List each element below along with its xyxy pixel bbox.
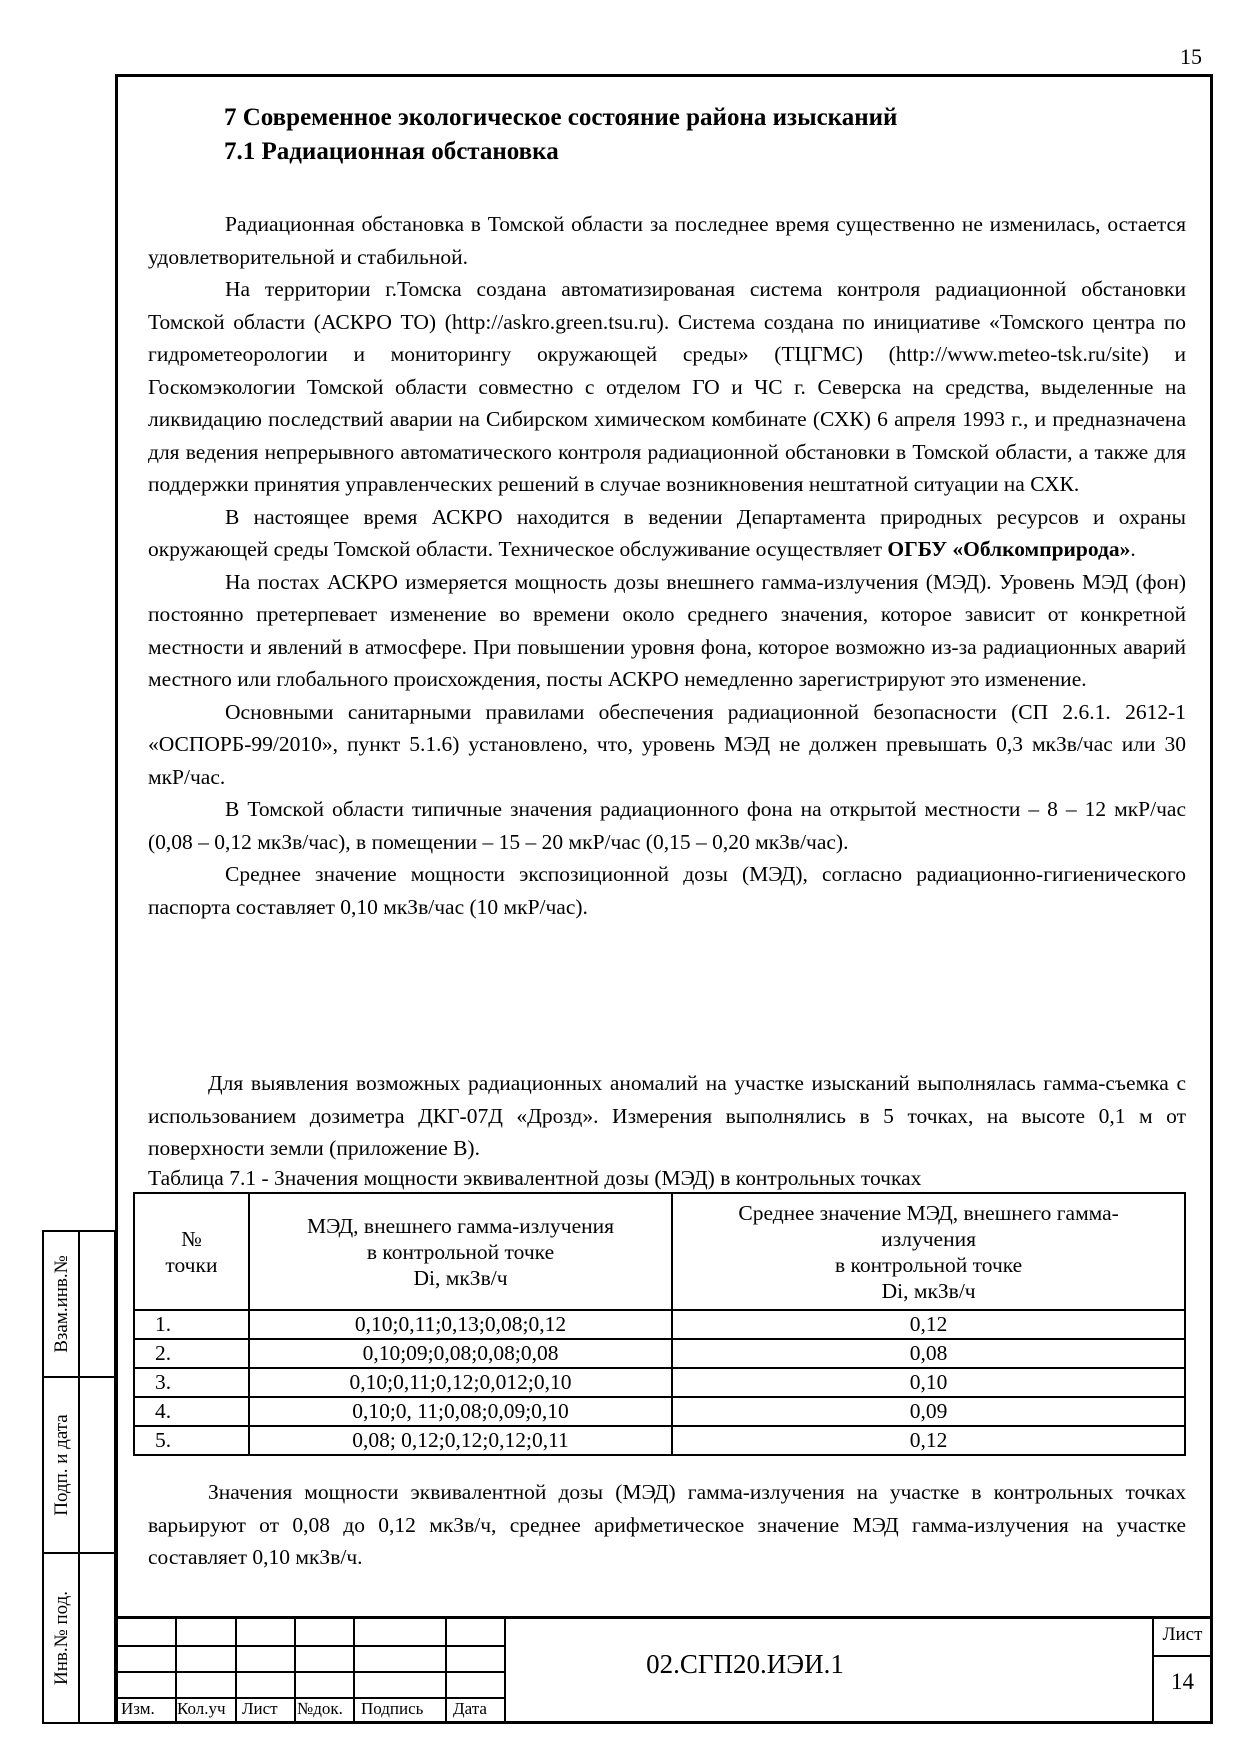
section-heading: 7 Современное экологическое состояние района изысканий [224, 104, 898, 131]
grid-line [1152, 1655, 1213, 1657]
page-number: 15 [1180, 44, 1202, 69]
header-text: Среднее значение МЭД, внешнего гамма- излучения в контрольной точке Di, мкЗв/ч [738, 1200, 1119, 1303]
stamp-label-cell [46, 1378, 80, 1552]
paragraph-text: . [1130, 537, 1136, 561]
mean-value: 0,10 [672, 1368, 1185, 1397]
grid-line [504, 1619, 506, 1724]
table-row [134, 1368, 1185, 1397]
paragraph: На постах АСКРО измеряется мощность дозы внешнего гамма-излучения (МЭД). Уровень МЭД (фон) постоянно претерпевает изменение во времени около среднего значения, которое зависит от конкретной местности и явлений в атмосфере. При повышении уровня фона, которое возможно из-за радиационных аварий местного или глобального происхождения, посты АСКРО немедленно зарегистрируют это изменение. [148, 569, 1186, 691]
column-label-list: Лист [242, 1699, 278, 1718]
title-block-grid [115, 1619, 504, 1724]
sheet-number: 14 [1171, 1669, 1194, 1694]
side-stamp [42, 1230, 116, 1724]
paragraph: Основными санитарными правилами обеспечения радиационной безопасности (СП 2.6.1. 2612-1 «ОСПОРБ-99/2010», пункт 5.1.6) установлено, что, уровень МЭД не должен превышать 0,3 мкЗв/час или 30 мкР/час. [148, 699, 1186, 789]
point-number: 5. [134, 1426, 249, 1455]
point-number: 2. [134, 1339, 249, 1368]
mean-value: 0,09 [672, 1397, 1185, 1426]
grid-line [1152, 1619, 1154, 1724]
main-text [148, 208, 1186, 923]
sheet-label: Лист [1162, 1624, 1203, 1645]
paragraph: Радиационная обстановка в Томской области за последнее время существенно не изменилась, остается удовлетворительной и стабильной. [148, 212, 1186, 269]
stamp-podp [42, 1376, 116, 1554]
paragraph: Среднее значение мощности экспозиционной дозы (МЭД), согласно радиационно-гигиенического паспорта составляет 0,10 мкЗв/час (10 мкР/час). [148, 862, 1186, 919]
title-block [115, 1616, 1213, 1724]
header-text: МЭД, внешнего гамма-излучения в контрольной точке Di, мкЗв/ч [307, 1213, 615, 1290]
column-label-kol: Кол.уч [177, 1699, 226, 1718]
paragraph: Для выявления возможных радиационных аномалий на участке изысканий выполнялась гамма-съемка с использованием дозиметра ДКГ-07Д «Дрозд». Измерения выполнялись в 5 точках, на высоте 0,1 м от поверхности земли (приложение В). [148, 1071, 1186, 1160]
survey-text [148, 1067, 1186, 1165]
column-label-signature: Подпись [361, 1699, 424, 1718]
grid-line [235, 1619, 237, 1724]
measurements: 0,08; 0,12;0,12;0,12;0,11 [249, 1426, 672, 1455]
mean-value: 0,12 [672, 1426, 1185, 1455]
header-point-number [134, 1193, 249, 1310]
stamp-label-cell [46, 1232, 80, 1376]
point-number: 3. [134, 1368, 249, 1397]
header-ded-values [249, 1193, 672, 1310]
paragraph: Значения мощности эквивалентной дозы (МЭД) гамма-излучения на участке в контрольных точках варьируют от 0,08 до 0,12 мкЗв/ч, среднее арифметическое значение МЭД гамма-излучения на участке составляет 0,10 мкЗв/ч. [148, 1480, 1186, 1569]
grid-line [353, 1619, 355, 1724]
header-mean-ded [672, 1193, 1185, 1310]
conclusion-text [148, 1476, 1186, 1574]
table-row [134, 1339, 1185, 1368]
stamp-label-cell [46, 1554, 80, 1722]
column-label-date: Дата [453, 1699, 487, 1718]
header-text: № точки [165, 1226, 218, 1277]
column-label-doc: №док. [297, 1699, 343, 1718]
table-header-row [134, 1193, 1185, 1310]
point-number: 4. [134, 1397, 249, 1426]
stamp-label: Подп. и дата [51, 1414, 73, 1516]
paragraph [148, 501, 1186, 566]
stamp-label: Взам.инв.№ [51, 1255, 73, 1353]
subsection-heading: 7.1 Радиационная обстановка [224, 138, 559, 165]
table-caption: Таблица 7.1 - Значения мощности эквивалентной дозы (МЭД) в контрольных точках [148, 1166, 922, 1190]
table-row [134, 1310, 1185, 1339]
table-row [134, 1426, 1185, 1455]
table-row [134, 1397, 1185, 1426]
stamp-inv [42, 1552, 116, 1724]
point-number: 1. [134, 1310, 249, 1339]
mean-value: 0,08 [672, 1339, 1185, 1368]
paragraph-text: В настоящее время АСКРО находится в ведении Департамента природных ресурсов и охраны окружающей среды Томской области. Техническое обслуживание осуществляет [148, 504, 1186, 561]
column-label-izm: Изм. [121, 1699, 155, 1718]
document-code: 02.СГП20.ИЭИ.1 [646, 1649, 844, 1679]
measurements: 0,10;0,11;0,13;0,08;0,12 [249, 1310, 672, 1339]
stamp-label: Инв.№ под. [51, 1590, 72, 1686]
dose-table [133, 1192, 1186, 1456]
measurements: 0,10;0,11;0,12;0,012;0,10 [249, 1368, 672, 1397]
measurements: 0,10;0, 11;0,08;0,09;0,10 [249, 1397, 672, 1426]
grid-line [445, 1619, 447, 1724]
stamp-vzam [42, 1230, 116, 1378]
paragraph: На территории г.Томска создана автоматизированая система контроля радиационной обстановки Томской области (АСКРО ТО) (http://askro.green.tsu.ru). Система создана по инициативе «Томского центра по гидрометеорологии и мониторингу окружающей среды» (ТЦГМС) (http://www.meteo-tsk.ru/site) и Госкомэкологии Томской области совместно с отделом ГО и ЧС г. Северска на средства, выделенные на ликвидацию последствий аварии на Сибирском химическом комбинате (СХК) 6 апреля 1993 г., и предназначена для ведения непрерывного автоматического контроля радиационной обстановки в Томской области, а также для поддержки принятия управленческих решений в случае возникновения нештатной ситуации на СХК. [148, 277, 1186, 496]
organization-name: ОГБУ «Облкомприрода» [887, 537, 1131, 561]
mean-value: 0,12 [672, 1310, 1185, 1339]
paragraph: В Томской области типичные значения радиационного фона на открытой местности – 8 – 12 мкР/час (0,08 – 0,12 мкЗв/час), в помещении – 15 – 20 мкР/час (0,15 – 0,20 мкЗв/час). [148, 797, 1186, 854]
measurements: 0,10;09;0,08;0,08;0,08 [249, 1339, 672, 1368]
grid-line [294, 1619, 296, 1724]
